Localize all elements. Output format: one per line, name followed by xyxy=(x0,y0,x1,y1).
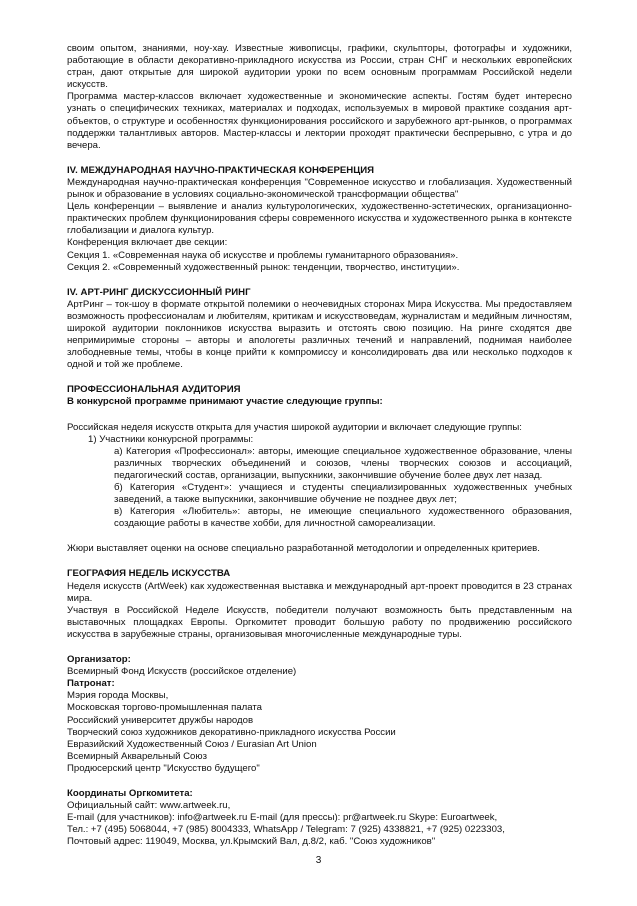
intro-paragraph-1: своим опытом, знаниями, ноу-хау. Известные живописцы, графики, скульпторы, фотографы и художники, работающие в области декоративно-прикладного искусства из России, стран СНГ и нескольких европейских стран, дают открытые для широкой аудитории уроки по всем основным программам Российской недели искусств. xyxy=(67,43,572,91)
geography-heading: ГЕОГРАФИЯ НЕДЕЛЬ ИСКУССТВА xyxy=(67,568,231,580)
contacts-website: Официальный сайт: www.artweek.ru, xyxy=(67,800,231,812)
page-content xyxy=(67,43,572,848)
patronage-item: Продюсерский центр "Искусство будущего" xyxy=(67,762,260,774)
patronage-item: Московская торгово-промышленная палата xyxy=(67,702,263,714)
geography-text-2: Участвуя в Российской Неделе Искусств, победители получают возможность быть представленным на выставочных площадках Европы. Оргкомитет проводит большую работу по продвижению российского искусства в зарубежные страны, организовывая многочисленные международные туры. xyxy=(67,604,572,640)
artring-text: АртРинг – ток-шоу в формате открытой полемики о неочевидных сторонах Мира Искусства. Мы предоставляем возможность профессионалам и любителям, критикам и искусствоведам, журналистам и медийным личностям, широкой аудитории поклонников искусства выразить и отстоять свою позицию. На ринге сходятся две непримиримые стороны – авторы и апологеты различных течений и направлений, поднимая наиболее злободневные темы, чтобы в конце прийти к компромиссу и консолидировать два или несколько подходов к одной и той же проблеме. xyxy=(67,298,572,371)
contacts-phones: Тел.: +7 (495) 5068044, +7 (985) 8004333, WhatsApp / Telegram: 7 (925) 4338821, +7 (925) 0223303, xyxy=(67,824,505,836)
geography-text-1: Неделя искусств (ArtWeek) как художественная выставка и международный арт-проект проводится в 23 странах мира. xyxy=(67,580,572,604)
conference-sections-label: Конференция включает две секции: xyxy=(67,237,228,249)
patronage-item: Евразийский Художественный Союз / Eurasian Art Union xyxy=(67,738,317,750)
page-number: 3 xyxy=(315,855,322,866)
patronage-item: Творческий союз художников декоративно-прикладного искусства России xyxy=(67,726,396,738)
audience-open-text: Российская неделя искусств открыта для участия широкой аудитории и включает следующие группы: xyxy=(67,421,522,433)
contacts-label: Координаты Оргкомитета: xyxy=(67,787,193,799)
contacts-address: Почтовый адрес: 119049, Москва, ул.Крымский Вал, д.8/2, каб. "Союз художников" xyxy=(67,836,436,848)
conference-section-1: Секция 1. «Современная наука об искусстве и проблемы гуманитарного образования». xyxy=(67,249,459,261)
jury-text: Жюри выставляет оценки на основе специально разработанной методологии и определенных критериев. xyxy=(67,543,540,555)
conference-intro: Международная научно-практическая конференция "Современное искусство и глобализация. Художественный рынок и образование в условиях социально-экономической трансформации общества" xyxy=(67,176,572,201)
patronage-label: Патронат: xyxy=(67,678,115,690)
audience-heading: ПРОФЕССИОНАЛЬНАЯ АУДИТОРИЯ xyxy=(67,384,241,396)
conference-goal: Цель конференции – выявление и анализ культурологических, художественно-эстетических, организационно-практических проблем функционирования сферы современного искусства и художественного рынка в контексте глобализации и диалога культур. xyxy=(67,201,572,237)
patronage-item: Мэрия города Москвы, xyxy=(67,690,169,702)
patronage-item: Всемирный Акварельный Союз xyxy=(67,750,207,762)
audience-item-professional: а) Категория «Профессионал»: авторы, имеющие специальное художественное образование, члены различных творческих объединений и союзов, члены творческих союзов и ассоциаций, педагогический состав, организации, выпускники, закончившие обучение более двух лет назад. xyxy=(114,445,572,481)
contacts-email: E-mail (для участников): info@artweek.ru E-mail (для прессы): pr@artweek.ru Skype: Euroartweek, xyxy=(67,812,498,824)
audience-subheading: В конкурсной программе принимают участие следующие группы: xyxy=(67,396,383,408)
audience-item-student: б) Категория «Студент»: учащиеся и студенты специализированных художественных учебных заведений, а также выпускники, закончившие обучение не позднее двух лет; xyxy=(114,482,572,506)
patronage-item: Российский университет дружбы народов xyxy=(67,714,254,726)
conference-section-2: Секция 2. «Современный художественный рынок: тенденции, творчество, институции». xyxy=(67,261,460,273)
organizer-label: Организатор: xyxy=(67,654,131,666)
conference-heading: IV. МЕЖДУНАРОДНАЯ НАУЧНО-ПРАКТИЧЕСКАЯ КОНФЕРЕНЦИЯ xyxy=(67,164,374,176)
organizer-name: Всемирный Фонд Искусств (российское отделение) xyxy=(67,666,297,678)
artring-heading: IV. АРТ-РИНГ ДИСКУССИОННЫЙ РИНГ xyxy=(67,286,251,298)
audience-item-amateur: в) Категория «Любитель»: авторы, не имеющие специального художественного образования, создающие работы в качестве хобби, для личностной самореализации. xyxy=(114,506,572,530)
audience-list-title: 1) Участники конкурсной программы: xyxy=(88,433,254,445)
intro-paragraph-2: Программа мастер-классов включает художественные и экономические аспекты. Гостям будет интересно узнать о специфических техниках, материалах и подходах, используемых в мировой практике создания арт-объектов, о структуре и особенностях функционирования российского и зарубежного арт-рынков, о программах поддержки талантливых авторов. Мастер-классы и лектории проходят практически беспрерывно, с утра и до вечера. xyxy=(67,91,572,151)
